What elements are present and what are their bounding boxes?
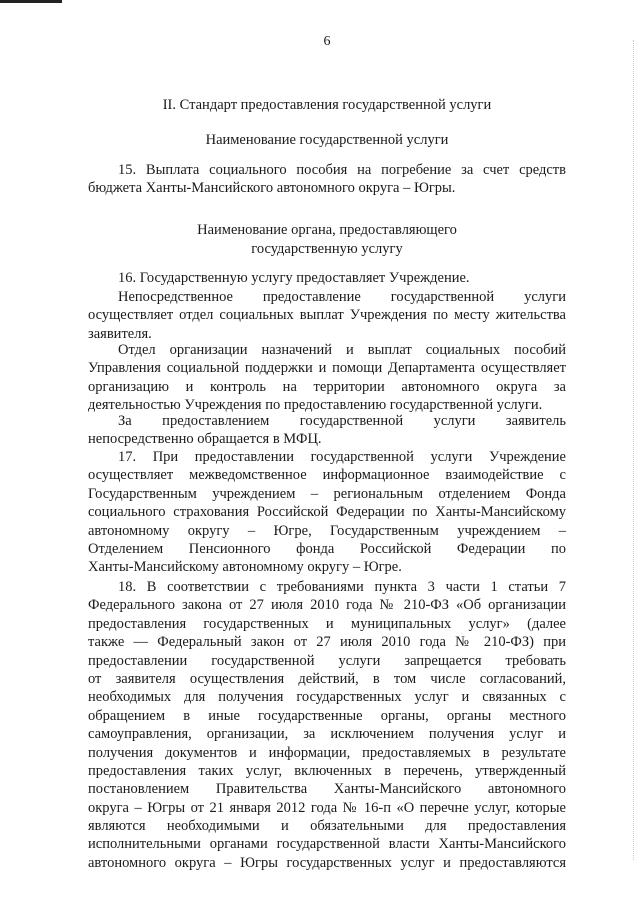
subheading-authority	[88, 221, 566, 259]
text-line: также — Федеральный закон от 27 июля 2010 года № 210-ФЗ) при	[88, 634, 566, 651]
text-line: предоставления таких услуг, включенных в перечень, утвержденный	[88, 762, 566, 779]
section-heading: II. Стандарт предоставления государственной услуги	[162, 97, 492, 113]
text-line: бюджета Ханты-Мансийского автономного округа – Югры.	[88, 180, 456, 197]
text-line: 18. В соответствии с требованиями пункта 3 части 1 статьи 7	[118, 579, 566, 595]
text-line: Федерального закона от 27 июля 2010 года № 210-ФЗ «Об организации	[88, 597, 566, 614]
text-line: осуществляет отдел социальных выплат Учреждения по месту жительства	[88, 307, 566, 324]
text-line: осуществляет межведомственное информационное взаимодействие с	[88, 467, 566, 484]
text-line: Непосредственное предоставление государственной услуги	[118, 289, 566, 305]
text-line: исполнительными органами государственной власти Ханты-Мансийского	[88, 836, 566, 853]
text-line: Управления социальной поддержки и помощи Департамента осуществляет	[88, 360, 566, 377]
text-line: от заявителя осуществления действий, в том числе согласований,	[88, 670, 566, 687]
text-line: получения документов и информации, предоставляемых в результате	[88, 744, 566, 761]
text-line: Ханты-Мансийскому автономному округу – Югре.	[88, 559, 402, 576]
subheading-service-name: Наименование государственной услуги	[205, 132, 449, 148]
paragraph-department	[88, 341, 566, 415]
paragraph-mfc	[88, 412, 566, 449]
text-line: предоставлении государственной услуги запрещается требовать	[88, 652, 566, 669]
page-number: 6	[323, 34, 331, 49]
subheading-line: Наименование органа, предоставляющего	[197, 222, 457, 238]
text-line: Государственным учреждением – региональным отделением Фонда	[88, 485, 566, 502]
text-line: 15. Выплата социального пособия на погребение за счет средств	[118, 162, 566, 178]
text-line: За предоставлением государственной услуги заявитель	[118, 413, 566, 429]
paragraph-15	[88, 161, 566, 198]
paragraph-direct-provision	[88, 288, 566, 343]
text-line: обращением в иные государственные органы, органы местного	[88, 707, 566, 724]
text-line: автономному округу – Югре, Государственным учреждением –	[88, 522, 566, 539]
text-line: автономного округа – Югры государственных услуг и предоставляются	[88, 854, 566, 871]
text-line: самоуправления, организации, за исключением получения услуг и	[88, 726, 566, 743]
text-line: являются необходимыми и обязательными для предоставления	[88, 818, 566, 835]
text-line: 16. Государственную услугу предоставляет Учреждение.	[118, 270, 470, 286]
paragraph-18	[88, 578, 566, 872]
text-line: необходимых для получения государственных услуг и связанных с	[88, 689, 566, 706]
text-line: округа – Югры от 21 января 2012 года № 16-п «О перечне услуг, которые	[88, 799, 566, 816]
text-line: организацию и контроль на территории автономного округа за	[88, 378, 566, 395]
text-line: Отдел организации назначений и выплат социальных пособий	[118, 342, 566, 358]
text-line: Отделением Пенсионного фонда Российской Федерации по	[88, 540, 566, 557]
text-line: 17. При предоставлении государственной услуги Учреждение	[118, 449, 566, 465]
subheading-line: государственную услугу	[251, 241, 403, 257]
scan-artifact-edge	[631, 40, 634, 860]
text-line: непосредственно обращается в МФЦ.	[88, 431, 322, 448]
text-line: заявителя.	[88, 325, 152, 342]
scan-artifact-line	[0, 0, 62, 3]
text-line: постановлением Правительства Ханты-Мансийского автономного	[88, 781, 566, 798]
text-line: деятельностью Учреждения по предоставлению государственной услуги.	[88, 397, 543, 414]
paragraph-17	[88, 448, 566, 577]
paragraph-16	[88, 269, 566, 287]
text-line: предоставления государственных и муниципальных услуг» (далее	[88, 615, 566, 632]
text-line: социального страхования Российской Федерации по Ханты-Мансийскому	[88, 504, 566, 521]
